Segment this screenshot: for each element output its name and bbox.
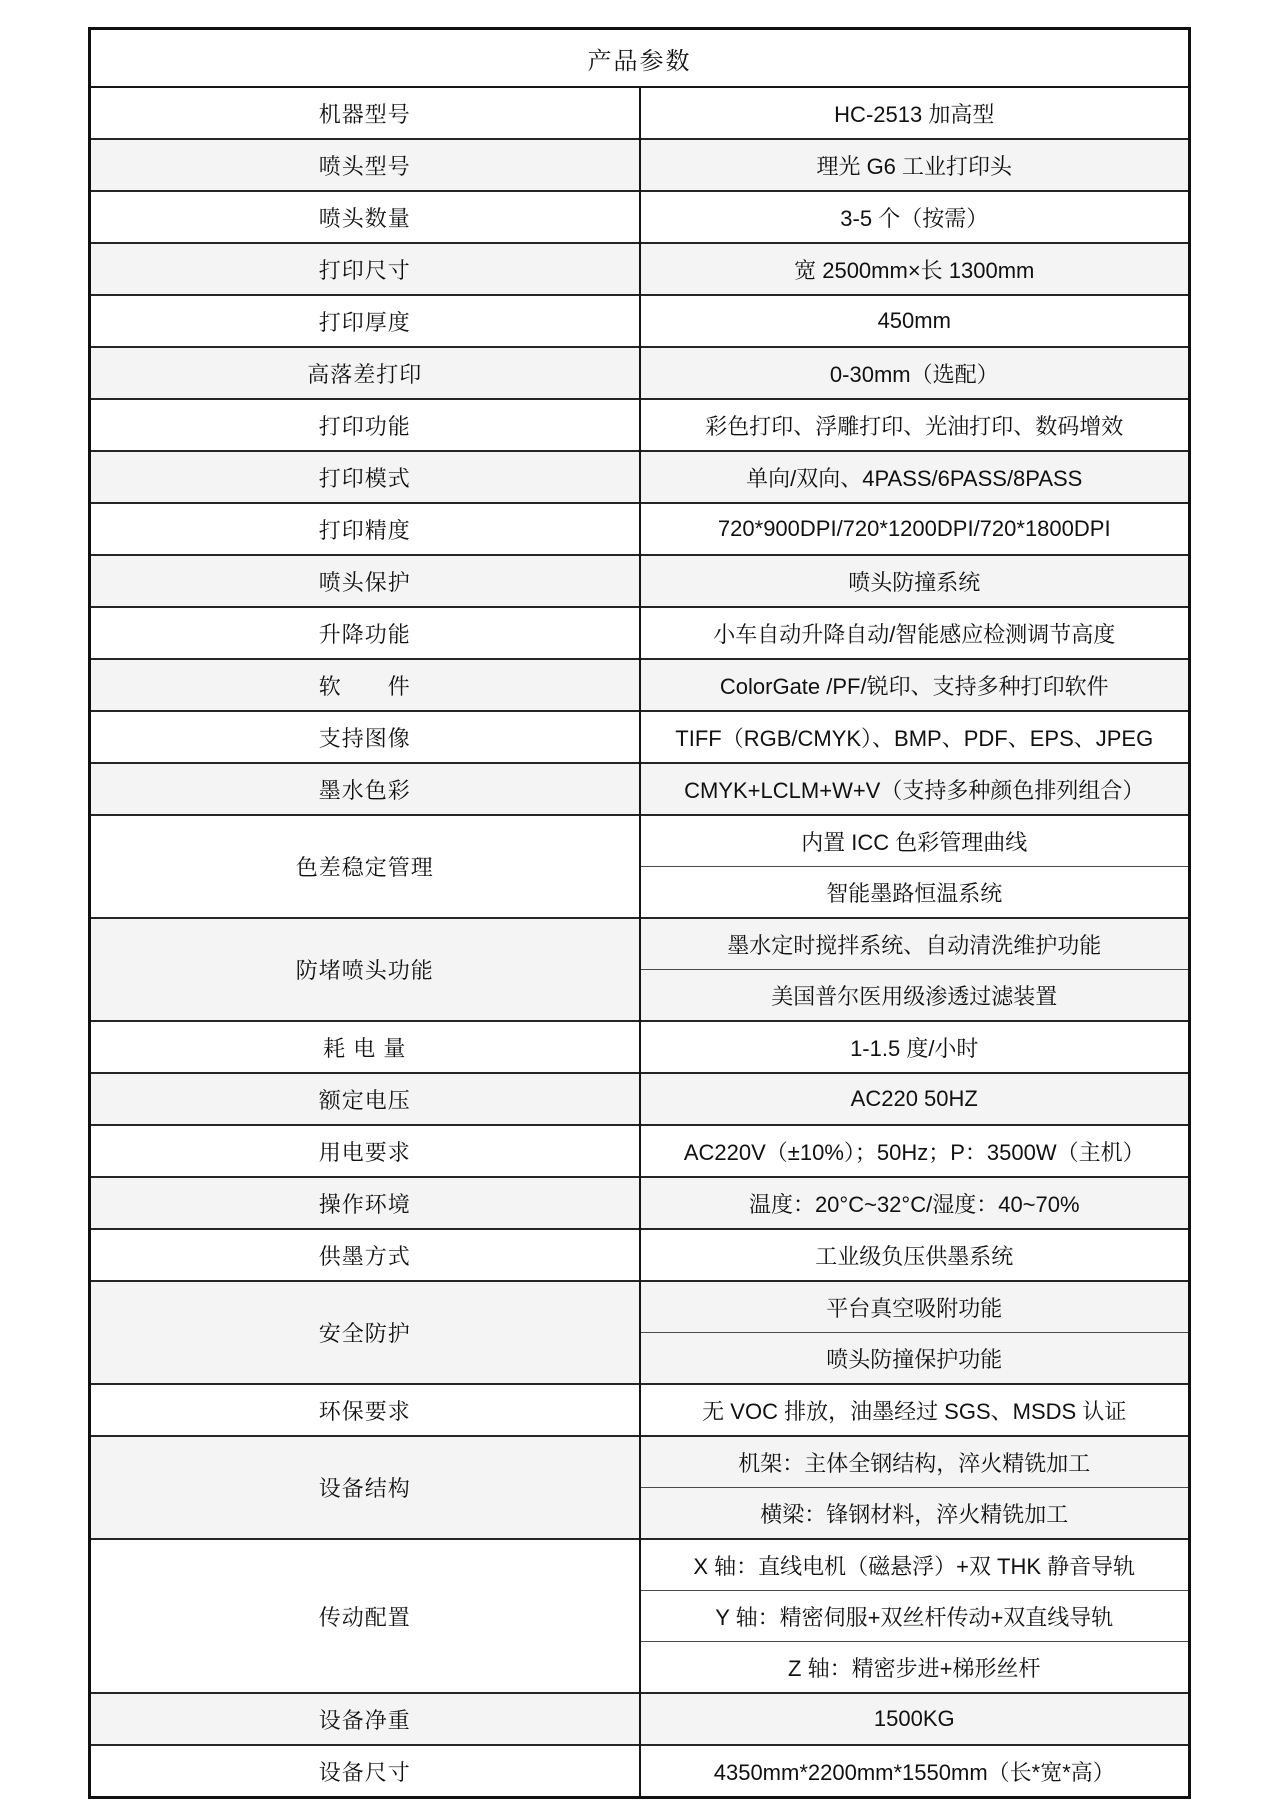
table-row [90, 1384, 1190, 1436]
spec-value: HC-2513 加高型 [640, 87, 1190, 139]
table-row [90, 763, 1190, 815]
spec-label: 用电要求 [90, 1125, 640, 1177]
table-row [90, 1021, 1190, 1073]
spec-value: 1500KG [640, 1693, 1190, 1745]
spec-label: 高落差打印 [90, 347, 640, 399]
table-row [90, 503, 1190, 555]
spec-value: 墨水定时搅拌系统、自动清洗维护功能 [640, 918, 1190, 970]
table-row [90, 918, 1190, 970]
table-row [90, 191, 1190, 243]
spec-label: 喷头数量 [90, 191, 640, 243]
spec-label: 防堵喷头功能 [90, 918, 640, 1021]
spec-value: 温度：20°C~32°C/湿度：40~70% [640, 1177, 1190, 1229]
spec-value: 宽 2500mm×长 1300mm [640, 243, 1190, 295]
table-row [90, 659, 1190, 711]
spec-label: 机器型号 [90, 87, 640, 139]
table-row [90, 347, 1190, 399]
spec-label: 供墨方式 [90, 1229, 640, 1281]
spec-value: 4350mm*2200mm*1550mm（长*宽*高） [640, 1745, 1190, 1798]
spec-value: 横梁：锋钢材料，淬火精铣加工 [640, 1488, 1190, 1540]
spec-value: 喷头防撞系统 [640, 555, 1190, 607]
table-row [90, 1125, 1190, 1177]
spec-value: AC220V（±10%）；50Hz；P：3500W（主机） [640, 1125, 1190, 1177]
spec-label: 设备结构 [90, 1436, 640, 1539]
spec-value: 工业级负压供墨系统 [640, 1229, 1190, 1281]
table-row [90, 295, 1190, 347]
table-body [90, 87, 1190, 1798]
table-title: 产品参数 [90, 29, 1190, 88]
spec-value: 理光 G6 工业打印头 [640, 139, 1190, 191]
table-row [90, 87, 1190, 139]
table-row [90, 1745, 1190, 1798]
spec-value: ColorGate /PF/锐印、支持多种打印软件 [640, 659, 1190, 711]
table-header [90, 29, 1190, 88]
spec-value: X 轴：直线电机（磁悬浮）+双 THK 静音导轨 [640, 1539, 1190, 1591]
table-row [90, 1539, 1190, 1591]
spec-label: 打印功能 [90, 399, 640, 451]
spec-label: 设备净重 [90, 1693, 640, 1745]
table-row [90, 1693, 1190, 1745]
table-row [90, 555, 1190, 607]
spec-value: 小车自动升降自动/智能感应检测调节高度 [640, 607, 1190, 659]
spec-label: 打印尺寸 [90, 243, 640, 295]
table-row [90, 451, 1190, 503]
table-row [90, 711, 1190, 763]
table-row [90, 1177, 1190, 1229]
spec-value: 720*900DPI/720*1200DPI/720*1800DPI [640, 503, 1190, 555]
spec-value: 450mm [640, 295, 1190, 347]
table-row [90, 243, 1190, 295]
spec-value: AC220 50HZ [640, 1073, 1190, 1125]
spec-value: 喷头防撞保护功能 [640, 1333, 1190, 1385]
spec-label: 耗 电 量 [90, 1021, 640, 1073]
spec-label: 打印精度 [90, 503, 640, 555]
title-row [90, 29, 1190, 88]
spec-value: 智能墨路恒温系统 [640, 867, 1190, 919]
spec-label: 打印厚度 [90, 295, 640, 347]
spec-label: 软 件 [90, 659, 640, 711]
table-row [90, 607, 1190, 659]
spec-value: Y 轴：精密伺服+双丝杆传动+双直线导轨 [640, 1591, 1190, 1642]
table-row [90, 399, 1190, 451]
table-row [90, 815, 1190, 867]
product-parameters-sheet [88, 27, 1191, 1799]
table-row [90, 1281, 1190, 1333]
spec-value: Z 轴：精密步进+梯形丝杆 [640, 1642, 1190, 1694]
spec-label: 设备尺寸 [90, 1745, 640, 1798]
spec-value: 内置 ICC 色彩管理曲线 [640, 815, 1190, 867]
spec-value: 0-30mm（选配） [640, 347, 1190, 399]
spec-value: 单向/双向、4PASS/6PASS/8PASS [640, 451, 1190, 503]
spec-label: 额定电压 [90, 1073, 640, 1125]
spec-label: 安全防护 [90, 1281, 640, 1384]
spec-label: 墨水色彩 [90, 763, 640, 815]
spec-value: 无 VOC 排放，油墨经过 SGS、MSDS 认证 [640, 1384, 1190, 1436]
spec-label: 传动配置 [90, 1539, 640, 1693]
spec-label: 支持图像 [90, 711, 640, 763]
table-row [90, 1229, 1190, 1281]
spec-label: 喷头保护 [90, 555, 640, 607]
spec-label: 环保要求 [90, 1384, 640, 1436]
spec-value: TIFF（RGB/CMYK）、BMP、PDF、EPS、JPEG [640, 711, 1190, 763]
spec-value: 彩色打印、浮雕打印、光油打印、数码增效 [640, 399, 1190, 451]
spec-value: 3-5 个（按需） [640, 191, 1190, 243]
spec-label: 升降功能 [90, 607, 640, 659]
table-row [90, 139, 1190, 191]
product-spec-table [88, 27, 1191, 1799]
spec-label: 色差稳定管理 [90, 815, 640, 918]
table-row [90, 1436, 1190, 1488]
spec-value: 平台真空吸附功能 [640, 1281, 1190, 1333]
spec-label: 打印模式 [90, 451, 640, 503]
spec-value: 美国普尔医用级渗透过滤装置 [640, 970, 1190, 1022]
spec-label: 操作环境 [90, 1177, 640, 1229]
spec-value: 1-1.5 度/小时 [640, 1021, 1190, 1073]
spec-value: CMYK+LCLM+W+V（支持多种颜色排列组合） [640, 763, 1190, 815]
spec-label: 喷头型号 [90, 139, 640, 191]
table-row [90, 1073, 1190, 1125]
spec-value: 机架：主体全钢结构，淬火精铣加工 [640, 1436, 1190, 1488]
